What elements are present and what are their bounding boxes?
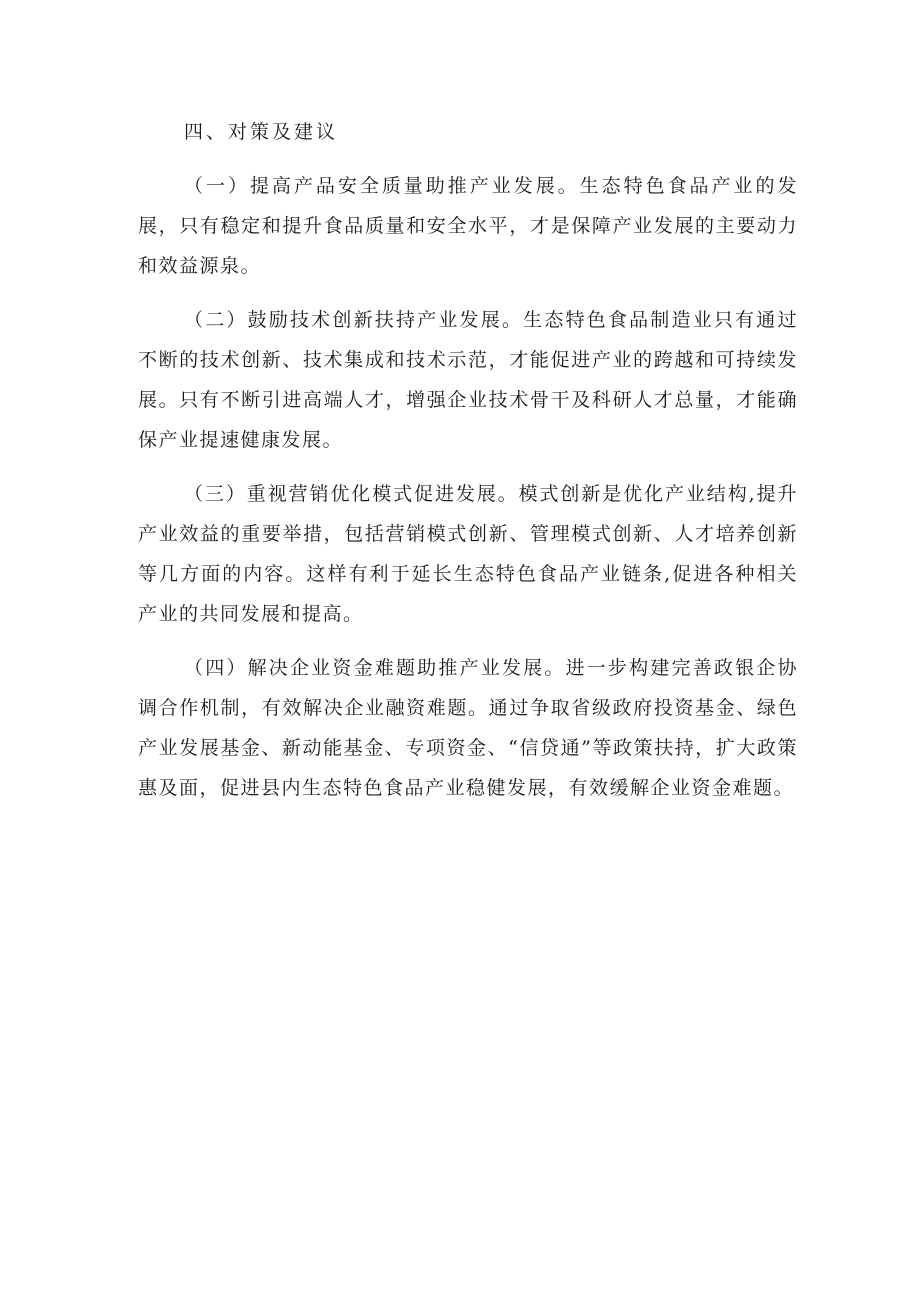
- document-body: [138, 112, 798, 808]
- paragraph-2: （二）鼓励技术创新扶持产业发展。生态特色食品制造业只有通过不断的技术创新、技术集成和技术示范，才能促进产业的跨越和可持续发展。只有不断引进高端人才，增强企业技术骨干及科研人才总量，才能确保产业提速健康发展。: [138, 309, 798, 451]
- paragraph-1: （一）提高产品安全质量助推产业发展。生态特色食品产业的发展，只有稳定和提升食品质量和安全水平，才是保障产业发展的主要动力和效益源泉。: [138, 175, 798, 277]
- section-heading: 四、对策及建议: [184, 121, 339, 143]
- paragraph-3: （三）重视营销优化模式促进发展。模式创新是优化产业结构,提升产业效益的重要举措，包括营销模式创新、管理模式创新、人才培养创新等几方面的内容。这样有利于延长生态特色食品产业链条,促进各种相关产业的共同发展和提高。: [138, 483, 798, 625]
- paragraph-4: （四）解决企业资金难题助推产业发展。进一步构建完善政银企协调合作机制，有效解决企业融资难题。通过争取省级政府投资基金、绿色产业发展基金、新动能基金、专项资金、“信贷通”等政策扶持，扩大政策惠及面，促进县内生态特色食品产业稳健发展，有效缓解企业资金难题。: [138, 657, 798, 799]
